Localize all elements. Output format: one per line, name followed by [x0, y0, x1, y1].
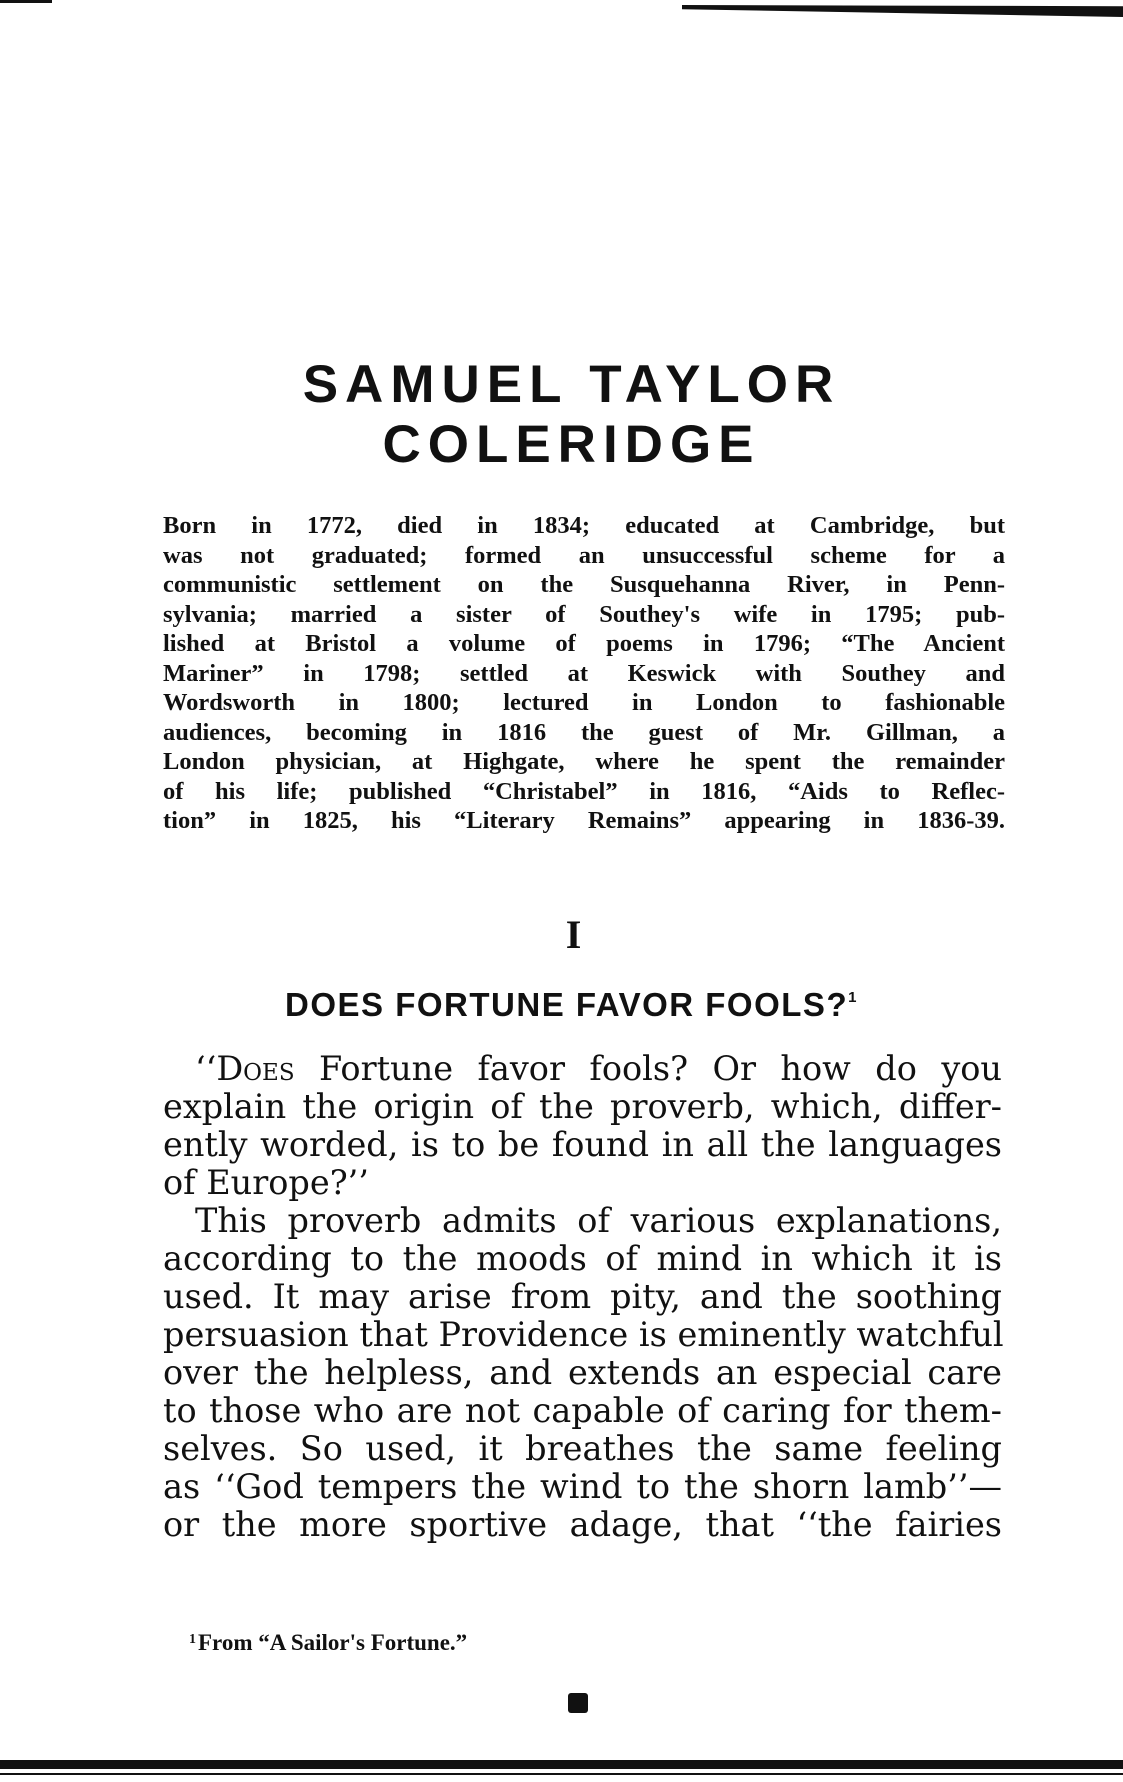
- body-line: This proverb admits of various explanations,: [195, 1201, 1002, 1240]
- body-line: persuasion that Providence is eminently watchful: [163, 1315, 1004, 1354]
- bio-line: communistic settlement on the Susquehanna River, in Penn-: [163, 571, 1005, 598]
- bio-paragraph: [163, 511, 1005, 836]
- title-line-1: SAMUEL TAYLOR: [302, 355, 841, 414]
- footnote-reference: 1: [848, 989, 858, 1006]
- bio-line: audiences, becoming in 1816 the guest of Mr. Gillman, a: [163, 718, 1005, 746]
- bottom-rule: [0, 1760, 1123, 1769]
- body-line: as ‘‘God tempers the wind to the shorn lamb’’—: [163, 1467, 1002, 1506]
- body-line: of Europe?’’: [163, 1163, 369, 1202]
- bio-line: of his life; published “Christabel” in 1816, “Aids to Reflec-: [163, 777, 1005, 805]
- bio-line: sylvania; married a sister of Southey's wife in 1795; pub-: [163, 600, 1005, 628]
- footnote-marker: 1: [189, 1632, 196, 1647]
- title-line-2: COLERIDGE: [382, 415, 761, 474]
- essay-body: [163, 1050, 1002, 1544]
- footnote: [189, 1630, 467, 1656]
- body-line: used. It may arise from pity, and the soothing: [163, 1277, 1002, 1316]
- body-line: over the helpless, and extends an especial care: [163, 1353, 1002, 1392]
- bio-line: was not graduated; formed an unsuccessful scheme for a: [163, 541, 1005, 569]
- bio-line: lished at Bristol a volume of poems in 1796; “The Ancient: [163, 630, 1005, 657]
- drop-word: Does: [216, 1049, 295, 1088]
- bio-line: Born in 1772, died in 1834; educated at Cambridge, but: [163, 512, 1005, 539]
- top-left-rule: [0, 0, 52, 3]
- section-title-text: DOES FORTUNE FAVOR FOOLS?: [285, 986, 849, 1023]
- body-line-rest: Fortune favor fools? Or how do you: [294, 1049, 1002, 1088]
- section-number: I: [565, 912, 582, 957]
- bio-line: Wordsworth in 1800; lectured in London to fashionable: [163, 689, 1005, 716]
- open-quote: ‘‘: [195, 1049, 217, 1088]
- bottom-rule-thin: [0, 1773, 1123, 1775]
- footnote-text: From “A Sailor's Fortune.”: [198, 1630, 468, 1655]
- top-right-rule: [682, 5, 1123, 17]
- body-line: selves. So used, it breathes the same feeling: [163, 1429, 1002, 1468]
- body-line: according to the moods of mind in which it is: [163, 1239, 1002, 1278]
- body-line: or the more sportive adage, that ‘‘the fairies: [163, 1505, 1002, 1544]
- body-line: ently worded, is to be found in all the languages: [163, 1125, 1002, 1164]
- bio-line: London physician, at Highgate, where he spent the remainder: [163, 748, 1005, 775]
- page-number-mark: [568, 1693, 588, 1713]
- section-title: [0, 988, 1123, 1021]
- bio-line: Mariner” in 1798; settled at Keswick with Southey and: [163, 659, 1005, 687]
- body-line: explain the origin of the proverb, which, differ-: [163, 1087, 1002, 1126]
- body-line: to those who are not capable of caring for them-: [163, 1391, 1002, 1430]
- bio-line: tion” in 1825, his “Literary Remains” appearing in 1836-39.: [163, 807, 1005, 834]
- body-line: [163, 1050, 1002, 1088]
